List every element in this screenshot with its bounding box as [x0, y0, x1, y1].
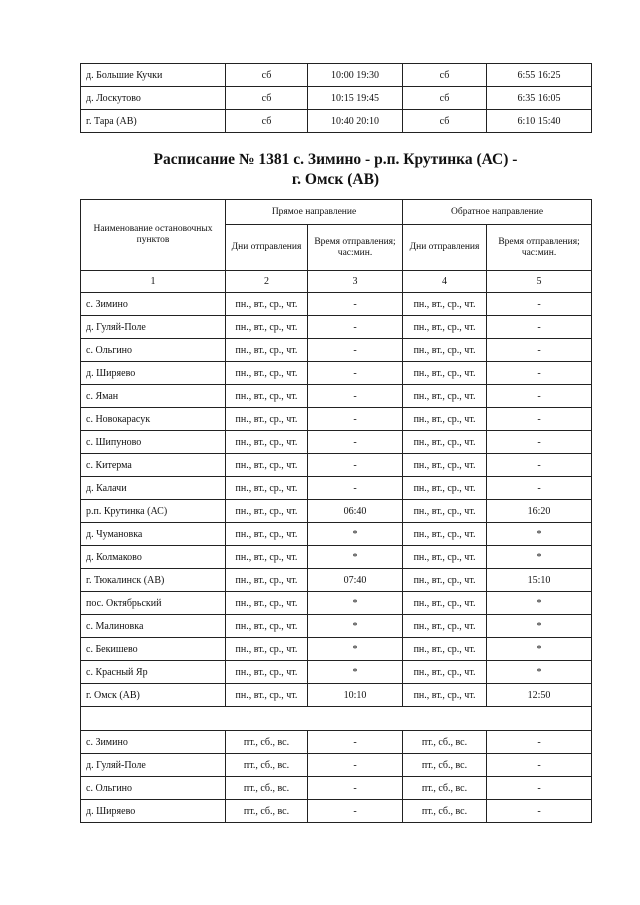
schedule-title-line2: г. Омск (АВ) — [291, 171, 380, 188]
days-forward: пт., сб., вс. — [226, 777, 308, 800]
stop-name: д. Гуляй-Поле — [81, 754, 226, 777]
table-row — [81, 110, 592, 133]
time-backward: - — [487, 431, 592, 454]
stop-name: с. Китерма — [81, 454, 226, 477]
column-number: 5 — [487, 271, 592, 293]
days-forward: пн., вт., ср., чт. — [226, 546, 308, 569]
days-forward: сб — [226, 87, 308, 110]
days-forward: пт., сб., вс. — [226, 754, 308, 777]
days-backward: сб — [403, 110, 487, 133]
time-forward: - — [308, 408, 403, 431]
time-backward: 6:10 15:40 — [487, 110, 592, 133]
time-forward: - — [308, 316, 403, 339]
days-backward: пт., сб., вс. — [403, 754, 487, 777]
time-backward: 15:10 — [487, 569, 592, 592]
days-backward: пн., вт., ср., чт. — [403, 500, 487, 523]
previous-schedule-table — [80, 63, 592, 133]
time-forward: * — [308, 592, 403, 615]
days-backward: сб — [403, 87, 487, 110]
time-forward: - — [308, 754, 403, 777]
time-backward: - — [487, 731, 592, 754]
days-backward: пн., вт., ср., чт. — [403, 592, 487, 615]
stop-name: пос. Октябрьский — [81, 592, 226, 615]
days-forward: пн., вт., ср., чт. — [226, 500, 308, 523]
table-row — [81, 362, 592, 385]
stop-name: р.п. Крутинка (АС) — [81, 500, 226, 523]
time-forward: - — [308, 800, 403, 823]
table-row — [81, 293, 592, 316]
table-row — [81, 661, 592, 684]
table-row — [81, 431, 592, 454]
time-backward: * — [487, 546, 592, 569]
days-backward: пн., вт., ср., чт. — [403, 615, 487, 638]
days-backward: пн., вт., ср., чт. — [403, 569, 487, 592]
table-row — [81, 569, 592, 592]
header-days-backward: Дни отправления — [403, 225, 487, 271]
days-forward: пн., вт., ср., чт. — [226, 523, 308, 546]
time-backward: 16:20 — [487, 500, 592, 523]
time-backward: - — [487, 293, 592, 316]
time-forward: - — [308, 777, 403, 800]
days-forward: пн., вт., ср., чт. — [226, 362, 308, 385]
days-forward: пн., вт., ср., чт. — [226, 431, 308, 454]
days-backward: пн., вт., ср., чт. — [403, 408, 487, 431]
time-forward: * — [308, 661, 403, 684]
blank-separator-row — [81, 707, 592, 731]
table-row — [81, 339, 592, 362]
time-forward: - — [308, 339, 403, 362]
days-forward: пн., вт., ср., чт. — [226, 408, 308, 431]
stop-name: с. Ольгино — [81, 339, 226, 362]
column-number: 2 — [226, 271, 308, 293]
days-forward: пн., вт., ср., чт. — [226, 569, 308, 592]
time-backward: - — [487, 800, 592, 823]
header-days-forward: Дни отправления — [226, 225, 308, 271]
stop-name: г. Омск (АВ) — [81, 684, 226, 707]
table-row — [81, 64, 592, 87]
table-row — [81, 754, 592, 777]
stop-name: д. Колмаково — [81, 546, 226, 569]
time-backward: 12:50 — [487, 684, 592, 707]
days-forward: пн., вт., ср., чт. — [226, 293, 308, 316]
time-forward: * — [308, 546, 403, 569]
time-forward: * — [308, 638, 403, 661]
days-backward: пт., сб., вс. — [403, 800, 487, 823]
days-forward: пн., вт., ср., чт. — [226, 638, 308, 661]
days-forward: пт., сб., вс. — [226, 800, 308, 823]
time-backward: - — [487, 477, 592, 500]
header-time-forward: Время отправления; час:мин. — [308, 225, 403, 271]
stop-name: с. Бекишево — [81, 638, 226, 661]
stop-name: д. Большие Кучки — [81, 64, 226, 87]
days-backward: пн., вт., ср., чт. — [403, 293, 487, 316]
schedule-title — [80, 150, 591, 190]
time-backward: * — [487, 661, 592, 684]
table-row — [81, 385, 592, 408]
time-backward: - — [487, 385, 592, 408]
table-row — [81, 454, 592, 477]
stop-name: г. Тюкалинск (АВ) — [81, 569, 226, 592]
stop-name: с. Зимино — [81, 731, 226, 754]
time-backward: - — [487, 454, 592, 477]
time-backward: - — [487, 362, 592, 385]
days-forward: сб — [226, 110, 308, 133]
days-backward: пн., вт., ср., чт. — [403, 523, 487, 546]
time-backward: - — [487, 754, 592, 777]
schedule-header — [81, 200, 592, 293]
time-forward: 10:15 19:45 — [308, 87, 403, 110]
time-backward: * — [487, 592, 592, 615]
stop-name: с. Яман — [81, 385, 226, 408]
days-forward: пн., вт., ср., чт. — [226, 454, 308, 477]
time-backward: - — [487, 777, 592, 800]
time-forward: - — [308, 477, 403, 500]
days-forward: пн., вт., ср., чт. — [226, 592, 308, 615]
days-forward: пн., вт., ср., чт. — [226, 477, 308, 500]
days-forward: сб — [226, 64, 308, 87]
stop-name: г. Тара (АВ) — [81, 110, 226, 133]
schedule-table — [80, 199, 592, 823]
stop-name: с. Ольгино — [81, 777, 226, 800]
days-backward: пн., вт., ср., чт. — [403, 661, 487, 684]
time-backward: * — [487, 523, 592, 546]
header-backward: Обратное направление — [403, 200, 592, 225]
days-forward: пн., вт., ср., чт. — [226, 684, 308, 707]
stop-name: д. Калачи — [81, 477, 226, 500]
stop-name: д. Гуляй-Поле — [81, 316, 226, 339]
table-row — [81, 523, 592, 546]
stop-name: д. Лоскутово — [81, 87, 226, 110]
time-forward: * — [308, 523, 403, 546]
days-backward: пт., сб., вс. — [403, 731, 487, 754]
time-forward: 10:40 20:10 — [308, 110, 403, 133]
days-backward: сб — [403, 64, 487, 87]
days-backward: пн., вт., ср., чт. — [403, 362, 487, 385]
days-forward: пн., вт., ср., чт. — [226, 339, 308, 362]
days-backward: пн., вт., ср., чт. — [403, 454, 487, 477]
table-row — [81, 684, 592, 707]
days-backward: пт., сб., вс. — [403, 777, 487, 800]
time-backward: - — [487, 339, 592, 362]
time-forward: - — [308, 362, 403, 385]
stop-name: с. Шипуново — [81, 431, 226, 454]
table-row — [81, 731, 592, 754]
time-forward: - — [308, 293, 403, 316]
days-forward: пн., вт., ср., чт. — [226, 661, 308, 684]
time-forward: - — [308, 454, 403, 477]
days-forward: пн., вт., ср., чт. — [226, 316, 308, 339]
column-number: 4 — [403, 271, 487, 293]
section-separator — [81, 707, 592, 731]
time-forward: - — [308, 431, 403, 454]
time-backward: - — [487, 316, 592, 339]
time-backward: * — [487, 638, 592, 661]
stop-name: д. Ширяево — [81, 362, 226, 385]
time-forward: 10:00 19:30 — [308, 64, 403, 87]
column-number: 1 — [81, 271, 226, 293]
days-backward: пн., вт., ср., чт. — [403, 385, 487, 408]
stop-name: д. Ширяево — [81, 800, 226, 823]
time-forward: * — [308, 615, 403, 638]
days-backward: пн., вт., ср., чт. — [403, 431, 487, 454]
header-forward: Прямое направление — [226, 200, 403, 225]
days-backward: пн., вт., ср., чт. — [403, 477, 487, 500]
time-backward: 6:55 16:25 — [487, 64, 592, 87]
weekday-schedule-body — [81, 293, 592, 707]
weekend-schedule-body — [81, 731, 592, 823]
time-backward: - — [487, 408, 592, 431]
stop-name: с. Новокарасук — [81, 408, 226, 431]
header-time-backward: Время отправления; час:мин. — [487, 225, 592, 271]
table-row — [81, 546, 592, 569]
days-forward: пн., вт., ср., чт. — [226, 615, 308, 638]
days-backward: пн., вт., ср., чт. — [403, 546, 487, 569]
time-forward: 07:40 — [308, 569, 403, 592]
table-row — [81, 87, 592, 110]
time-forward: - — [308, 385, 403, 408]
table-row — [81, 316, 592, 339]
table-row — [81, 638, 592, 661]
time-backward: * — [487, 615, 592, 638]
time-forward: 06:40 — [308, 500, 403, 523]
days-forward: пт., сб., вс. — [226, 731, 308, 754]
table-row — [81, 500, 592, 523]
stop-name: с. Малиновка — [81, 615, 226, 638]
days-backward: пн., вт., ср., чт. — [403, 339, 487, 362]
table-row — [81, 408, 592, 431]
days-forward: пн., вт., ср., чт. — [226, 385, 308, 408]
days-backward: пн., вт., ср., чт. — [403, 684, 487, 707]
table-row — [81, 777, 592, 800]
table-row — [81, 800, 592, 823]
schedule-title-line1: Расписание № 1381 с. Зимино - р.п. Крутинка (АС) - — [153, 151, 518, 168]
stop-name: с. Зимино — [81, 293, 226, 316]
time-forward: 10:10 — [308, 684, 403, 707]
table-row — [81, 477, 592, 500]
table-row — [81, 615, 592, 638]
time-backward: 6:35 16:05 — [487, 87, 592, 110]
time-forward: - — [308, 731, 403, 754]
table-row — [81, 592, 592, 615]
column-number: 3 — [308, 271, 403, 293]
days-backward: пн., вт., ср., чт. — [403, 638, 487, 661]
stop-name: с. Красный Яр — [81, 661, 226, 684]
stop-name: д. Чумановка — [81, 523, 226, 546]
header-stops: Наименование остановочных пунктов — [81, 200, 226, 271]
days-backward: пн., вт., ср., чт. — [403, 316, 487, 339]
previous-schedule-body — [81, 64, 592, 133]
